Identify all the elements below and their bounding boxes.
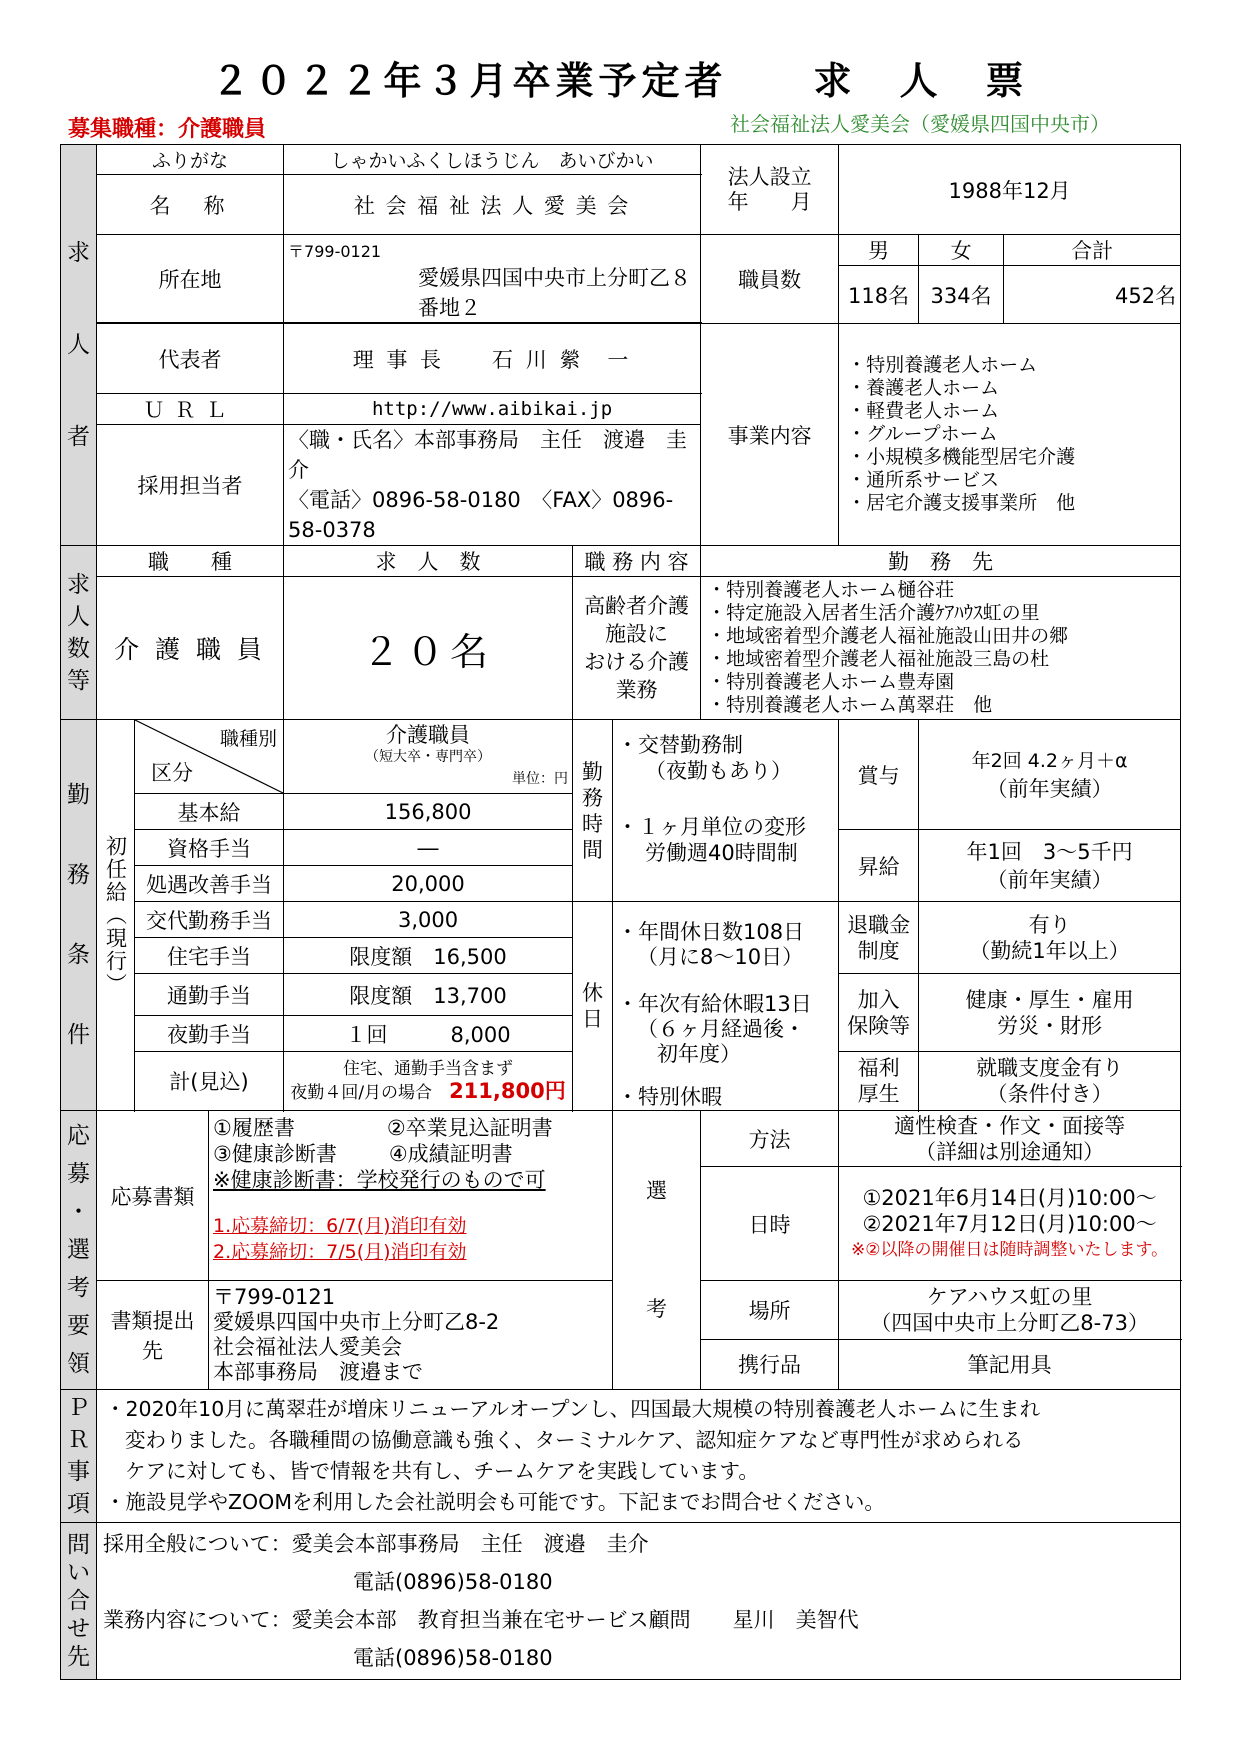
shoninkyu-label: 初任給（現行） [97,720,135,1111]
address: 愛媛県四国中央市上分町乙８番地２ [418,266,692,320]
raise-value: 年1回 3～5千円 （前年実績） [919,830,1181,902]
job-offer-table [60,144,1181,1680]
retire-label: 退職金 制度 [839,902,919,974]
header-workplace: 勤 務 先 [701,546,1181,577]
total-amount: 211,800円 [449,1079,566,1103]
job-count: ２０名 [284,577,573,720]
row-value-shogu: 20,000 [284,866,573,902]
pr-text: ・2020年10月に萬翠荘が増床リニューアルオープンし、四国最大規模の特別養護老人ホームに生まれ 変わりました。各職種間の協働意識も強く、ターミナルケア、認知症ケアなど専門性が求められる ケアに対しても、皆で情報を共有し、チームケアを実践しています。 ・施設見学やZOOMを利用した会社説明会も可能です。下記までお問合せください。 [97,1390,1181,1523]
section-pr: Ｐ Ｒ 事 項 [61,1390,97,1523]
senko-label: 選 考 [613,1111,701,1390]
row-label-kihonkyu: 基本給 [135,794,284,830]
row-label-kotai: 交代勤務手当 [135,902,284,938]
job-type: 介 護 職 員 [97,577,284,720]
row-label-shikaku: 資格手当 [135,830,284,866]
section-toiawase: 問 い 合 せ 先 [61,1523,97,1680]
established-value: 1988年12月 [839,145,1181,235]
established-label: 法人設立 年 月 [701,145,839,235]
date-value: ①2021年6月14日(月)10:00～ ②2021年7月12日(月)10:00～ ※②以降の開催日は随時調整いたします。 [839,1167,1181,1281]
staff-header-male: 男 [839,235,919,266]
staff-female: 334名 [919,266,1004,324]
staff-total: 452名 [1004,266,1181,324]
page-title: ２０２２年３月卒業予定者 求 人 票 [211,59,1029,103]
section-kyujinsha: 求 人 者 [61,145,97,546]
inquiry-duty: 業務内容について：愛美会本部 教育担当兼在宅サービス顧問 星川 美智代 [103,1608,859,1632]
bonus-label: 賞与 [839,720,919,830]
date-label: 日時 [701,1167,839,1281]
welfare-value: 就職支度金有り （条件付き） [919,1052,1181,1111]
submit-label: 書類提出先 [97,1281,209,1390]
postal-code: 〒799-0121 [288,242,382,261]
header-job-type: 職 種 [97,546,284,577]
job-duty: 高齢者介護施設に おける介護業務 [573,577,701,720]
method-label: 方法 [701,1111,839,1167]
row-value-yakin: １回 8,000 [284,1016,573,1052]
holiday-value: ・年間休日数108日 （月に8～10日） ・年次有給休暇13日 （６ヶ月経過後・ 初年度） ・特別休暇 [613,902,839,1111]
row-value-kihonkyu: 156,800 [284,794,573,830]
rep-label: 代表者 [97,324,284,394]
docs-value: ①履歴書 ②卒業見込証明書 ③健康診断書 ④成績証明書 ※健康診断書：学校発行のもので可 1.応募締切：6/7(月)消印有効 2.応募締切：7/5(月)消印有効 [209,1111,613,1281]
org-header: 社会福祉法人愛美会（愛媛県四国中央市） [730,112,1110,136]
row-value-jutaku: 限度額 16,500 [284,938,573,974]
address-cell [284,235,701,323]
insurance-label: 加入 保険等 [839,974,919,1052]
inquiry-general: 採用全般について：愛美会本部事務局 主任 渡邉 圭介 [103,1532,649,1556]
bonus-value: 年2回 4.2ヶ月＋α （前年実績） [919,720,1181,830]
inquiry-text [97,1523,1181,1680]
docs-label: 応募書類 [97,1111,209,1281]
place-label: 場所 [701,1281,839,1340]
url-label: ＵＲＬ [97,394,284,425]
retire-value: 有り （勤続1年以上） [919,902,1181,974]
section-kyujinsu: 求 人 数 等 [61,546,97,720]
method-value: 適性検査・作文・面接等 （詳細は別途通知） [839,1111,1181,1167]
holiday-label: 休日 [573,902,613,1111]
staff-male: 118名 [839,266,919,324]
rep-name: 理 事 長 石 川 縈 一 [284,324,701,394]
furigana-value: しゃかいふくしほうじん あいびかい [284,145,701,175]
section-oubo: 応 募 ・ 選 考 要 領 [61,1111,97,1390]
row-label-shogu: 処遇改善手当 [135,866,284,902]
row-value-kotai: 3,000 [284,902,573,938]
address-label: 所在地 [97,235,284,323]
row-label-yakin: 夜勤手当 [135,1016,284,1052]
furigana-label: ふりがな [97,145,284,175]
bring-label: 携行品 [701,1339,839,1389]
place-value: ケアハウス虹の里 （四国中央市上分町乙8-73） [839,1281,1181,1340]
total-value: 住宅、通勤手当含まず 夜勤４回/月の場合 211,800円 [284,1052,573,1111]
bring-value: 筆記用具 [839,1339,1181,1389]
header-count: 求 人 数 [284,546,573,577]
row-label-jutaku: 住宅手当 [135,938,284,974]
raise-label: 昇給 [839,830,919,902]
deadline-1: 1.応募締切：6/7(月)消印有効 [213,1215,467,1237]
section-kinmu: 勤 務 条 件 [61,720,97,1111]
url-value: http://www.aibikai.jp [284,394,701,425]
salary-col-header: 介護職員 （短大卒・専門卒） 単位：円 [284,720,573,794]
recruit-type: 募集職種：介護職員 [68,117,267,142]
business-label: 事業内容 [701,324,839,546]
name-label: 名 称 [97,175,284,235]
welfare-label: 福利 厚生 [839,1052,919,1111]
insurance-value: 健康・厚生・雇用 労災・財形 [919,974,1181,1052]
inquiry-general-phone: 電話(0896)58-0180 [353,1570,553,1594]
row-label-tsukin: 通勤手当 [135,974,284,1016]
submit-value: 〒799-0121 愛媛県四国中央市上分町乙8-2 社会福祉法人愛美会 本部事務局 渡邉まで [209,1281,613,1390]
business-list: ・特別養護老人ホーム ・養護老人ホーム ・軽費老人ホーム ・グループホーム ・小規模多機能型居宅介護 ・通所系サービス ・居宅介護支援事業所 他 [839,324,1181,546]
staff-header-total: 合計 [1004,235,1181,266]
inquiry-duty-phone: 電話(0896)58-0180 [353,1646,553,1670]
header-duty: 職 務 内 容 [573,546,701,577]
contact-info: 〈職・氏名〉本部事務局 主任 渡邉 圭介 〈電話〉0896-58-0180 〈FAX〉0896-58-0378 [284,425,701,546]
total-label: 計(見込) [135,1052,284,1111]
workplace-list: ・特別養護老人ホーム樋谷荘 ・特定施設入居者生活介護ｹｱﾊｳｽ虹の里 ・地域密着型介護老人福祉施設山田井の郷 ・地域密着型介護老人福祉施設三島の杜 ・特別養護老人ホーム豊寿園 ・特別養護老人ホーム萬翠荘 他 [701,577,1181,720]
row-value-tsukin: 限度額 13,700 [284,974,573,1016]
worktime-label: 勤務時間 [573,720,613,902]
row-value-shikaku: ― [284,830,573,866]
contact-label: 採用担当者 [97,425,284,546]
worktime-value: ・交替勤務制 （夜勤もあり） ・１ヶ月単位の変形 労働週40時間制 [613,720,839,902]
org-name: 社 会 福 祉 法 人 愛 美 会 [284,175,701,235]
staff-header-female: 女 [919,235,1004,266]
deadline-2: 2.応募締切：7/5(月)消印有効 [213,1241,467,1263]
category-header: 職種別 区分 [135,720,284,794]
date-note: ※②以降の開催日は随時調整いたします。 [851,1239,1169,1260]
staff-label: 職員数 [701,235,839,324]
